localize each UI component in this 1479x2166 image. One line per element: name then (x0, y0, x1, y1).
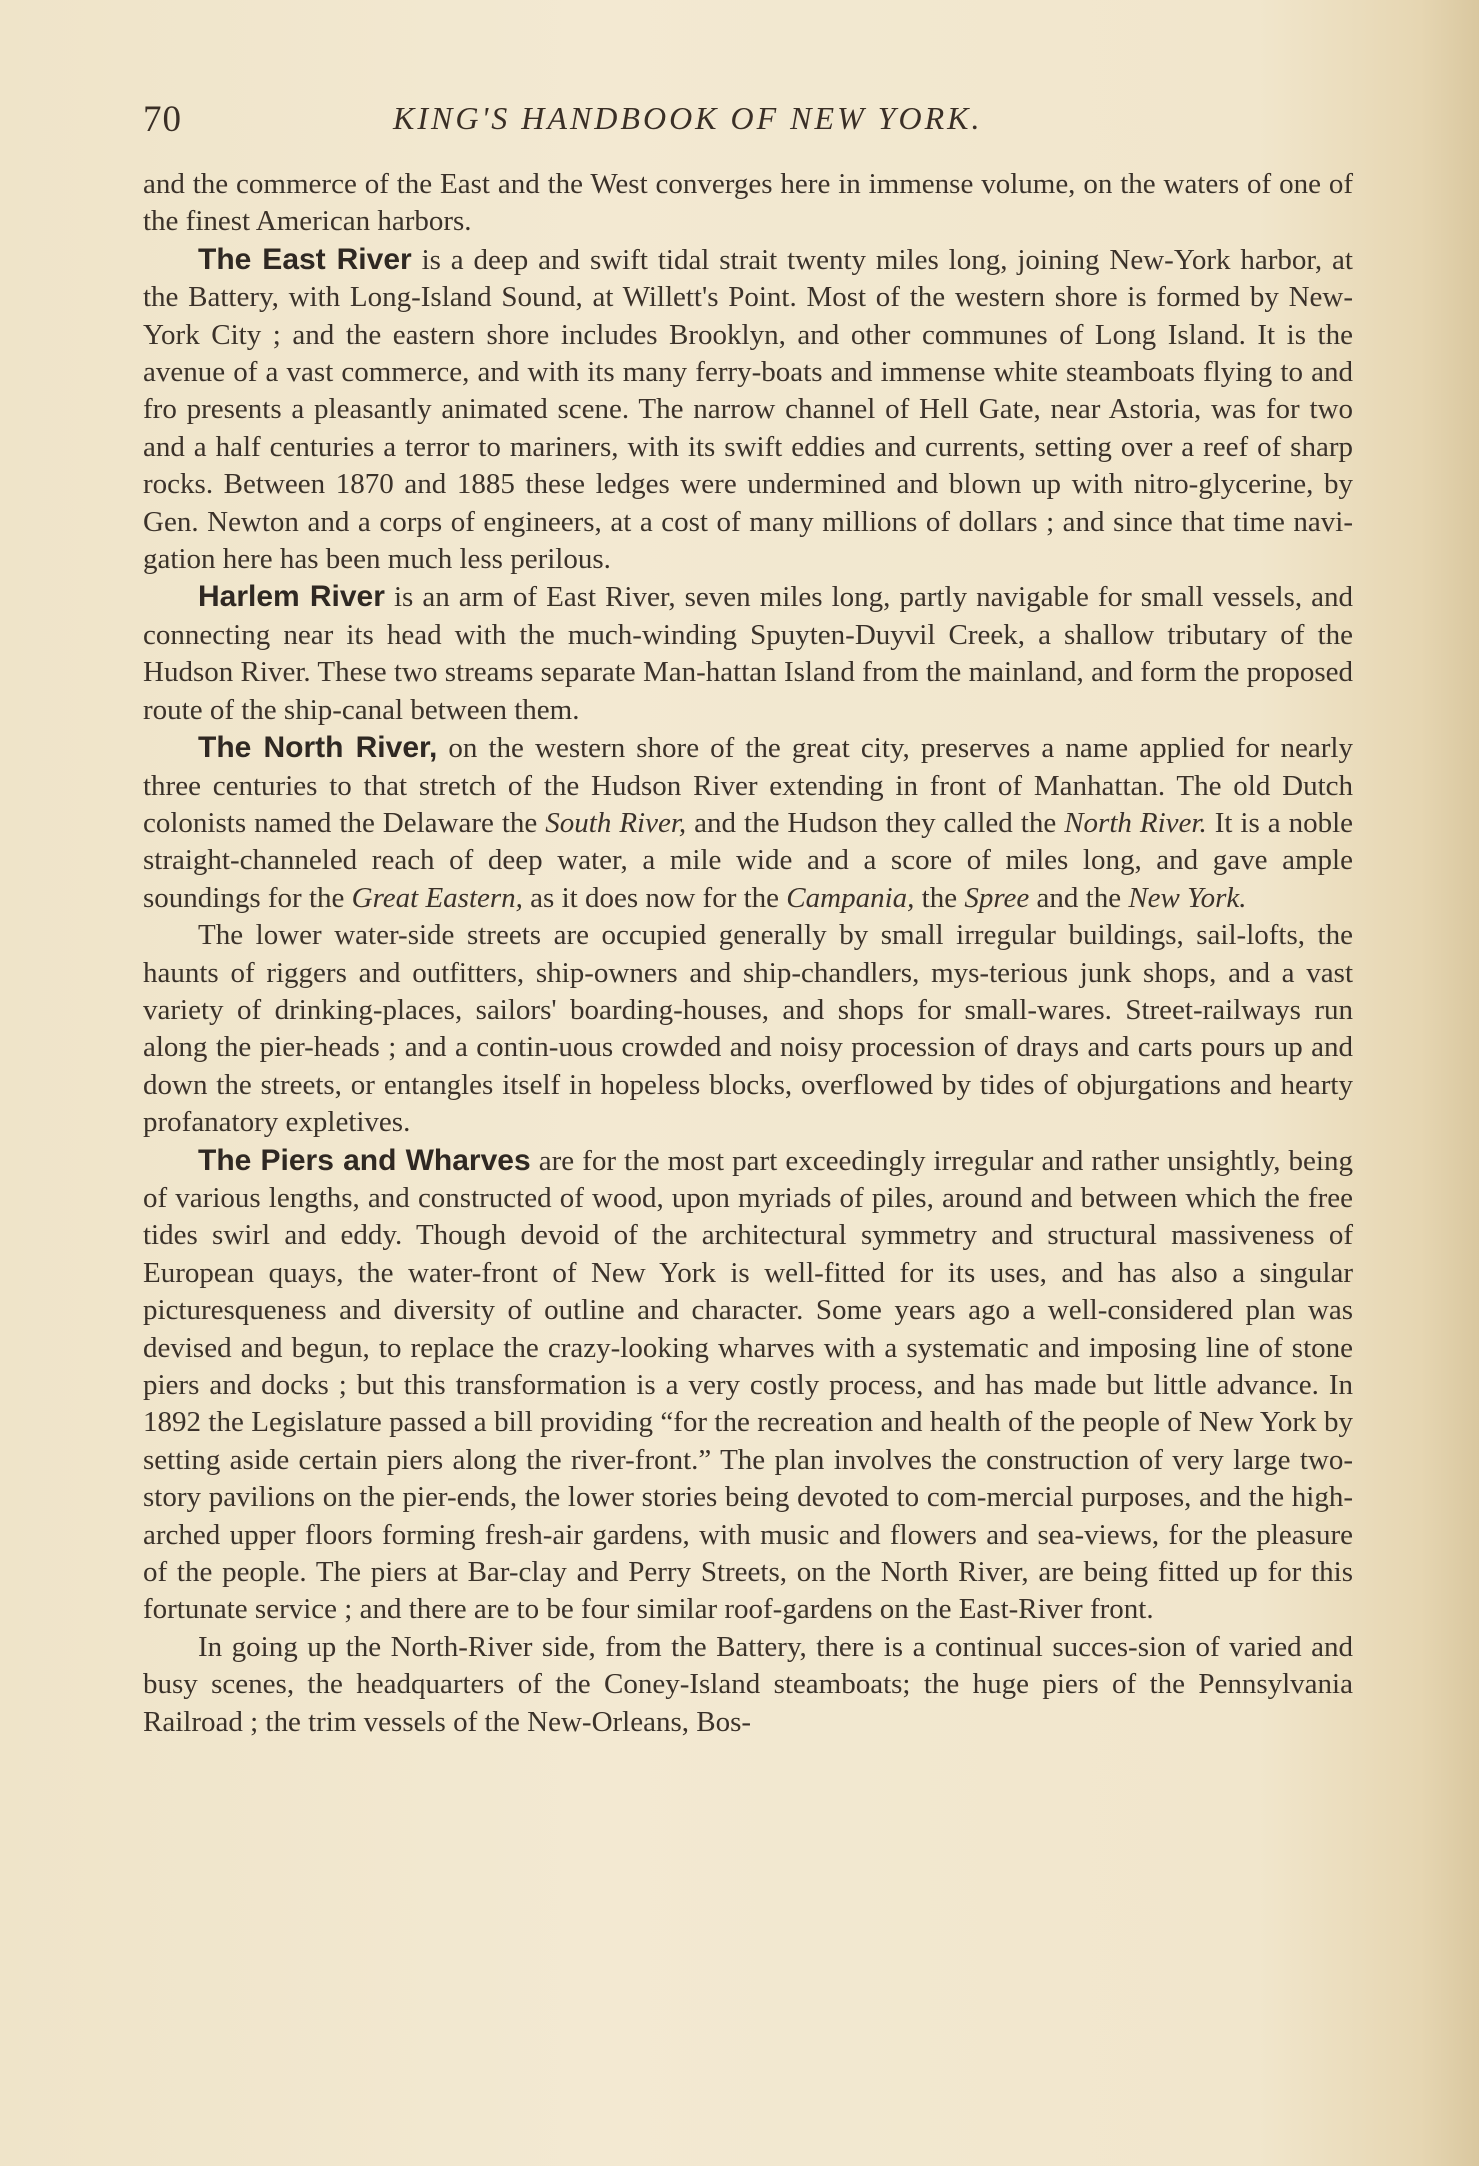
italic-ship-name: Great Eastern, (351, 881, 523, 914)
italic-ship-name: Spree (964, 881, 1030, 914)
italic-ship-name: South River, (545, 806, 687, 839)
paragraph-water-side-streets (143, 917, 1353, 1141)
paragraph-continuation (143, 166, 1353, 241)
page-number: 70 (143, 99, 182, 140)
paragraph-harlem-river (143, 578, 1353, 729)
section-heading-harlem-river: Harlem River (198, 580, 385, 614)
italic-ship-name: New York. (1128, 881, 1247, 914)
paragraph-text: as it does now for the (522, 881, 787, 914)
page-body (143, 166, 1353, 1741)
paragraph-text: on the western shore of the great city, preserves a name applied for nearly three centuries to that stretch of the Hudson River extending in front of Manhattan. The old Dutch colonists named the Delaware the (143, 732, 1353, 839)
italic-ship-name: North River. (1064, 806, 1207, 839)
paragraph-text: In going up the North-River side, from the Battery, there is a continual succes-sion of varied and busy scenes, the headquarters of the Coney-Island steamboats; the huge piers of the Pennsylvania Railroad ; the trim vessels of the New-Orleans, Bos- (143, 1630, 1353, 1738)
paragraph-east-river (143, 241, 1353, 579)
paragraph-text: The lower water-side streets are occupied generally by small irregular buildings, sail-lofts, the haunts of riggers and outfitters, ship-owners and ship-chandlers, mys-terious junk shops, and a vast variety of drinking-places, sailors' boarding-houses, and shops for small-wares. Street-railways run along the pier-heads ; and a contin-uous crowded and noisy procession of drays and carts pours up and down the streets, or entangles itself in hopeless blocks, overflowed by tides of objurgations and hearty profanatory expletives. (143, 919, 1353, 1139)
section-heading-piers-and-wharves: The Piers and Wharves (198, 1143, 531, 1177)
paragraph-text: and the Hudson they called the (686, 806, 1065, 839)
section-heading-east-river: The East River (198, 242, 412, 276)
paragraph-north-river (143, 729, 1353, 917)
paragraph-text: It is a noble straight-channeled reach of deep water, a mile wide and a score of miles long, and gave ample soundings for the (143, 806, 1353, 914)
paragraph-text: is a deep and swift tidal strait twenty miles long, joining New-York harbor, at the Battery, with Long-Island Sound, at Willett's Point. Most of the western shore is formed by New-York City ; and the eastern shore includes Brooklyn, and other communes of Long Island. It is the avenue of a vast commerce, and with its many ferry-boats and immense white steamboats flying to and fro presents a pleasantly animated scene. The narrow channel of Hell Gate, near Astoria, was for two and a half centuries a terror to mariners, with its swift eddies and currents, setting over a reef of sharp rocks. Between 1870 and 1885 these ledges were undermined and blown up with nitro-glycerine, by Gen. Newton and a corps of engineers, at a cost of many millions of dollars ; and since that time navi-gation here has been much less perilous. (143, 243, 1353, 576)
paragraph-text: are for the most part exceedingly irregular and rather unsightly, being of various lengths, and constructed of wood, upon myriads of piles, around and between which the free tides swirl and eddy. Though devoid of the architectural symmetry and structural massiveness of European quays, the water-front of New York is well-fitted for its uses, and has also a singular picturesqueness and diversity of outline and character. Some years ago a well-considered plan was devised and begun, to replace the crazy-looking wharves with a systematic and imposing line of stone piers and docks ; but this transformation is a very costly process, and has made but little advance. In 1892 the Legislature passed a bill providing “for the recreation and health of the people of New York by setting aside certain piers along the river-front.” The plan involves the construction of very large two-story pavilions on the pier-ends, the lower stories being devoted to com-mercial purposes, and the high-arched upper floors forming fresh-air gardens, with music and flowers and sea-views, for the pleasure of the people. The piers at Bar-clay and Perry Streets, on the North River, are being fitted up for this fortunate service ; and there are to be four similar roof-gardens on the East-River front. (143, 1144, 1353, 1626)
paragraph-text: and the commerce of the East and the West converges here in immense volume, on the waters of one of the finest American harbors. (143, 168, 1353, 238)
paragraph-piers-and-wharves (143, 1142, 1353, 1629)
paragraph-text: the (914, 881, 965, 914)
paragraph-north-river-side (143, 1629, 1353, 1741)
section-heading-north-river: The North River, (198, 731, 438, 765)
page-header (143, 98, 1353, 150)
running-title: KING'S HANDBOOK OF NEW YORK. (393, 100, 983, 136)
italic-ship-name: Campania, (786, 881, 915, 914)
paragraph-text: and the (1029, 881, 1129, 914)
paragraph-text: is an arm of East River, seven miles long, partly navigable for small vessels, and connecting near its head with the much-winding Spuyten-Duyvil Creek, a shallow tributary of the Hudson River. These two streams separate Man-hattan Island from the mainland, and form the proposed route of the ship-canal between them. (143, 581, 1353, 726)
